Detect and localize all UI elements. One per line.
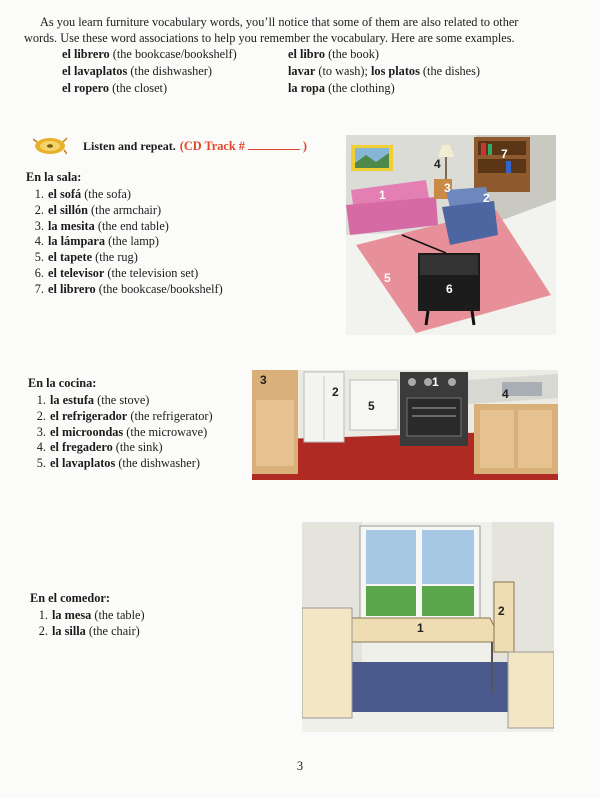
listen-label: Listen and repeat. (83, 138, 176, 153)
living-room-illustration (346, 135, 556, 335)
list-item: 2. el refrigerador (the refrigerator) (36, 408, 213, 423)
list-item: 5. el lavaplatos (the dishwasher) (36, 456, 200, 471)
list-item: 2. el sillón (the armchair) (34, 202, 162, 217)
image-label: 2 (483, 191, 490, 205)
example-term: el librero (62, 47, 110, 61)
page-number: 3 (296, 759, 304, 773)
sala-vocab-list (26, 187, 223, 298)
example-gloss: (the bookcase/bookshelf) (109, 47, 237, 61)
intro-paragraph (24, 14, 560, 46)
comedor-vocab-list (30, 608, 145, 640)
example-term: los platos (371, 64, 420, 78)
sala-section (26, 170, 223, 298)
word-association-examples (62, 46, 532, 97)
list-item: 2. la silla (the chair) (38, 623, 140, 638)
example-term: el ropero (62, 81, 110, 95)
dining-room-illustration (302, 522, 554, 732)
cd-icon (33, 136, 67, 156)
list-item: 7. el librero (the bookcase/bookshelf) (34, 281, 223, 296)
image-label: 1 (379, 188, 386, 202)
track-number-blank[interactable] (248, 138, 300, 150)
list-item: 6. el televisor (the television set) (34, 265, 199, 280)
image-label: 4 (434, 157, 441, 171)
image-label: 1 (432, 375, 439, 389)
image-label: 5 (384, 271, 391, 285)
example-gloss: (to wash); (315, 64, 371, 78)
example-term: la ropa (288, 81, 326, 95)
kitchen-illustration (252, 370, 558, 480)
image-label: 2 (332, 385, 339, 399)
cocina-section (28, 376, 213, 472)
list-item: 5. el tapete (the rug) (34, 250, 138, 265)
image-label: 5 (368, 399, 375, 413)
example-row (62, 63, 532, 80)
image-label: 7 (501, 147, 508, 161)
example-gloss: (the dishwasher) (127, 64, 212, 78)
list-item: 3. el microondas (the microwave) (36, 424, 208, 439)
list-item: 4. el fregadero (the sink) (36, 440, 163, 455)
section-title: En la sala: (26, 170, 82, 184)
list-item: 3. la mesita (the end table) (34, 218, 169, 233)
image-label: 3 (444, 181, 451, 195)
example-gloss: (the dishes) (419, 64, 480, 78)
image-label: 3 (260, 373, 267, 387)
cd-track: (CD Track # ) (179, 139, 308, 153)
listen-and-repeat (33, 136, 307, 156)
example-row (62, 46, 532, 63)
list-item: 4. la lámpara (the lamp) (34, 234, 159, 249)
section-title: En la cocina: (28, 376, 97, 390)
image-label: 2 (498, 604, 505, 618)
list-item: 1. la mesa (the table) (38, 608, 145, 622)
section-title: En el comedor: (30, 591, 110, 605)
list-item: 1. el sofá (the sofa) (34, 187, 131, 201)
example-gloss: (the book) (325, 47, 379, 61)
example-term: el libro (288, 47, 326, 61)
intro-line-2: words. Use these word associations to help you remember the vocabulary. Here are some examples. (24, 31, 515, 45)
list-item: 1. la estufa (the stove) (36, 393, 150, 407)
cocina-vocab-list (28, 393, 213, 472)
example-gloss: (the clothing) (325, 81, 395, 95)
example-term: el lavaplatos (62, 64, 128, 78)
example-term: lavar (288, 64, 316, 78)
intro-line-1: As you learn furniture vocabulary words, you’ll notice that some of them are also related to other (40, 15, 519, 29)
comedor-section (30, 591, 145, 640)
image-label: 1 (417, 621, 424, 635)
example-row (62, 80, 532, 97)
image-label: 6 (446, 282, 453, 296)
example-gloss: (the closet) (109, 81, 168, 95)
image-label: 4 (502, 387, 509, 401)
